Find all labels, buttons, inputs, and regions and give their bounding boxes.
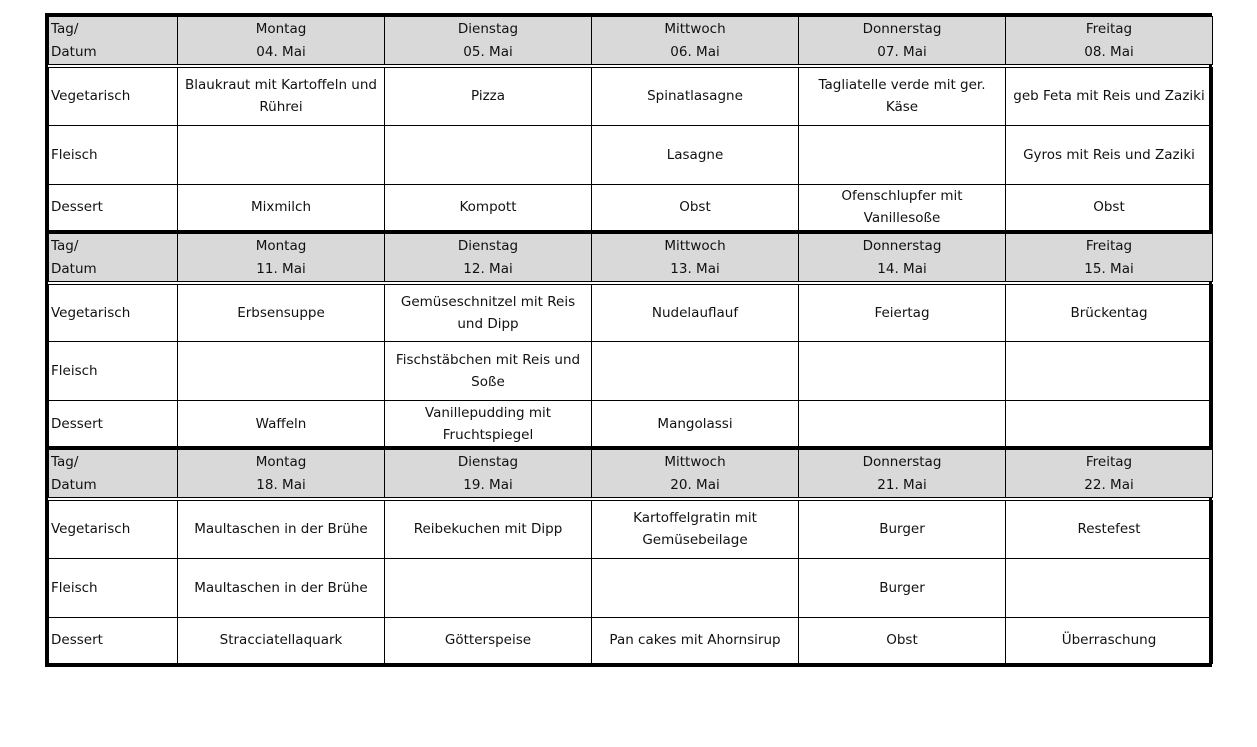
day-name: Donnerstag	[862, 237, 942, 254]
tag-label: Tag/	[51, 237, 79, 254]
day-name: Montag	[255, 237, 307, 254]
row-label: Vegetarisch	[49, 66, 178, 125]
vegetarisch-row	[49, 499, 1213, 558]
meal-cell: Lasagne	[592, 125, 799, 184]
week-table-2	[48, 231, 1213, 448]
meal-cell: Kompott	[385, 184, 592, 230]
day-name: Mittwoch	[664, 237, 726, 254]
day-header	[1006, 232, 1213, 283]
meal-cell: Obst	[1006, 184, 1213, 230]
row-label: Dessert	[49, 401, 178, 447]
day-date: 20. Mai	[670, 477, 720, 493]
tag-label: Tag/	[51, 454, 79, 470]
meal-cell	[592, 558, 799, 617]
day-date: 19. Mai	[463, 477, 513, 493]
meal-cell: Burger	[799, 558, 1006, 617]
fleisch-row	[49, 125, 1213, 184]
day-name: Dienstag	[457, 237, 519, 254]
day-name: Dienstag	[457, 454, 519, 470]
day-name: Dienstag	[457, 21, 519, 37]
meal-cell	[178, 342, 385, 401]
datum-label: Datum	[51, 44, 97, 60]
header-row	[49, 232, 1213, 283]
row-label: Fleisch	[49, 125, 178, 184]
fleisch-row	[49, 342, 1213, 401]
meal-cell: Blaukraut mit Kartoffeln und Rührei	[178, 66, 385, 125]
datum-label: Datum	[51, 260, 97, 277]
day-name: Freitag	[1085, 237, 1133, 254]
day-date: 15. Mai	[1084, 260, 1134, 277]
meal-cell: Restefest	[1006, 499, 1213, 558]
day-header	[385, 17, 592, 67]
meal-cell: Erbsensuppe	[178, 283, 385, 342]
meal-cell	[385, 558, 592, 617]
meal-cell: Brückentag	[1006, 283, 1213, 342]
day-date: 21. Mai	[877, 477, 927, 493]
meal-cell	[1006, 558, 1213, 617]
day-date: 04. Mai	[256, 44, 306, 60]
header-row	[49, 449, 1213, 500]
meal-cell: Feiertag	[799, 283, 1006, 342]
dessert-row	[49, 401, 1213, 447]
meal-cell	[799, 401, 1006, 447]
row-label: Fleisch	[49, 558, 178, 617]
day-header	[592, 232, 799, 283]
day-name: Mittwoch	[664, 454, 726, 470]
day-header	[799, 232, 1006, 283]
header-label-cell	[49, 449, 178, 500]
day-date: 07. Mai	[877, 44, 927, 60]
day-header	[592, 17, 799, 67]
meal-cell	[1006, 401, 1213, 447]
meal-cell: Mixmilch	[178, 184, 385, 230]
day-header	[799, 449, 1006, 500]
header-label-cell	[49, 232, 178, 283]
meal-cell	[799, 342, 1006, 401]
meal-cell: Reibekuchen mit Dipp	[385, 499, 592, 558]
meal-cell: Maultaschen in der Brühe	[178, 499, 385, 558]
meal-cell: Stracciatellaquark	[178, 617, 385, 663]
day-date: 18. Mai	[256, 477, 306, 493]
day-date: 08. Mai	[1084, 44, 1134, 60]
tag-label: Tag/	[51, 21, 79, 37]
meal-cell: Tagliatelle verde mit ger. Käse	[799, 66, 1006, 125]
day-header	[385, 232, 592, 283]
meal-cell: Pan cakes mit Ahornsirup	[592, 617, 799, 663]
day-name: Mittwoch	[664, 21, 726, 37]
row-label: Dessert	[49, 184, 178, 230]
meal-cell: Fischstäbchen mit Reis und Soße	[385, 342, 592, 401]
row-label: Dessert	[49, 617, 178, 663]
meal-cell: Maultaschen in der Brühe	[178, 558, 385, 617]
day-date: 06. Mai	[670, 44, 720, 60]
day-header	[1006, 17, 1213, 67]
meal-cell: Gemüseschnitzel mit Reis und Dipp	[385, 283, 592, 342]
vegetarisch-row	[49, 283, 1213, 342]
meal-cell: Obst	[592, 184, 799, 230]
meal-cell	[592, 342, 799, 401]
meal-cell: Gyros mit Reis und Zaziki	[1006, 125, 1213, 184]
day-date: 14. Mai	[877, 260, 927, 277]
day-header	[1006, 449, 1213, 500]
week-table-1	[48, 16, 1213, 231]
meal-plan-table	[45, 13, 1212, 667]
day-header	[178, 232, 385, 283]
fleisch-row	[49, 558, 1213, 617]
meal-cell: Vanillepudding mit Fruchtspiegel	[385, 401, 592, 447]
meal-cell: Mangolassi	[592, 401, 799, 447]
meal-cell	[1006, 342, 1213, 401]
meal-cell	[178, 125, 385, 184]
row-label: Fleisch	[49, 342, 178, 401]
header-row	[49, 17, 1213, 67]
day-header	[385, 449, 592, 500]
day-name: Freitag	[1085, 454, 1133, 470]
day-header	[799, 17, 1006, 67]
day-name: Freitag	[1085, 21, 1133, 37]
meal-cell: Pizza	[385, 66, 592, 125]
meal-cell: Obst	[799, 617, 1006, 663]
day-header	[178, 449, 385, 500]
meal-cell: Götterspeise	[385, 617, 592, 663]
meal-cell: Ofenschlupfer mit Vanillesoße	[799, 184, 1006, 230]
datum-label: Datum	[51, 477, 97, 493]
day-header	[592, 449, 799, 500]
day-date: 05. Mai	[463, 44, 513, 60]
day-name: Donnerstag	[862, 454, 942, 470]
dessert-row	[49, 617, 1213, 663]
day-name: Montag	[255, 21, 307, 37]
day-date: 13. Mai	[670, 260, 720, 277]
meal-cell	[385, 125, 592, 184]
meal-cell: Kartoffelgratin mit Gemüsebeilage	[592, 499, 799, 558]
day-date: 11. Mai	[256, 260, 306, 277]
meal-cell: Spinatlasagne	[592, 66, 799, 125]
day-date: 22. Mai	[1084, 477, 1134, 493]
meal-cell	[799, 125, 1006, 184]
week-table-3	[48, 447, 1213, 664]
dessert-row	[49, 184, 1213, 230]
header-label-cell	[49, 17, 178, 67]
meal-cell: geb Feta mit Reis und Zaziki	[1006, 66, 1213, 125]
meal-cell: Burger	[799, 499, 1006, 558]
day-header	[178, 17, 385, 67]
meal-cell: Nudelauflauf	[592, 283, 799, 342]
day-name: Montag	[255, 454, 307, 470]
row-label: Vegetarisch	[49, 499, 178, 558]
day-name: Donnerstag	[862, 21, 942, 37]
vegetarisch-row	[49, 66, 1213, 125]
meal-cell: Überraschung	[1006, 617, 1213, 663]
row-label: Vegetarisch	[49, 283, 178, 342]
meal-cell: Waffeln	[178, 401, 385, 447]
day-date: 12. Mai	[463, 260, 513, 277]
